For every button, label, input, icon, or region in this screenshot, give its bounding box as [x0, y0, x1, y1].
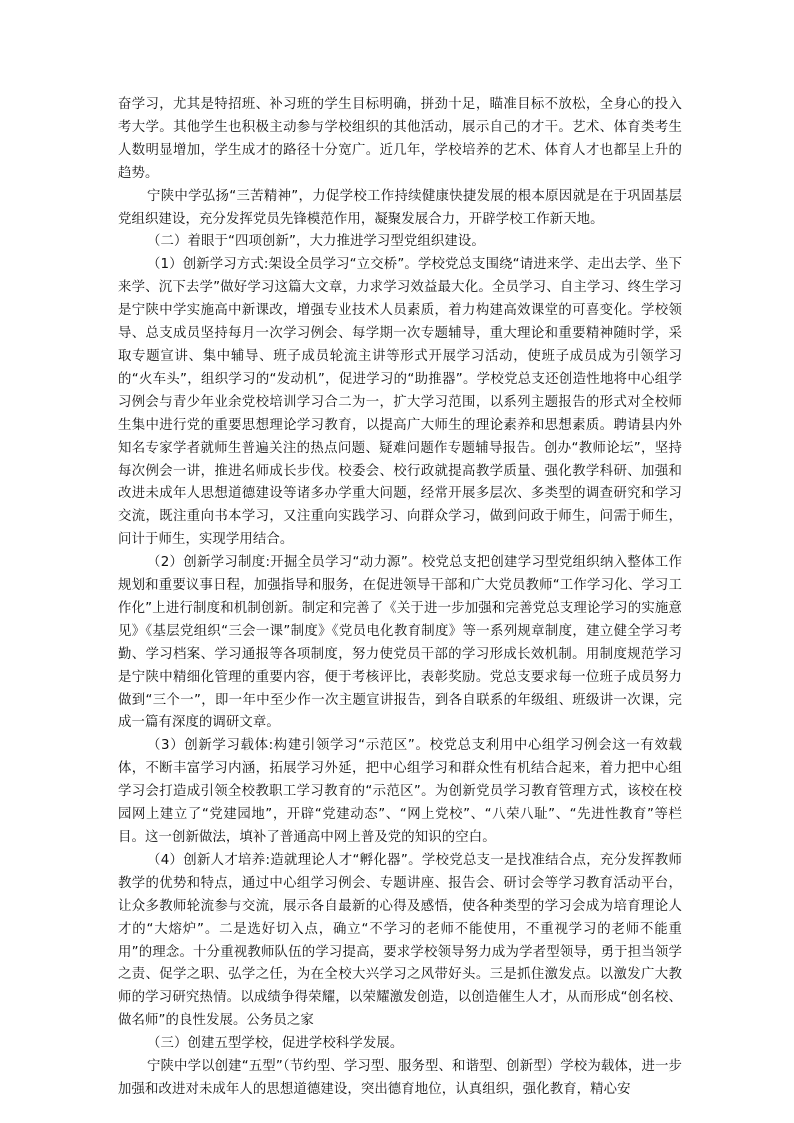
paragraph-innovation-1: （1）创新学习方式:架设全员学习“立交桥”。学校党总支围绕“请进来学、走出去学、坐下来学、沉下去学”做好学习这篇大文章，力求学习效益最大化。全员学习、自主学习、终生学习是宁陕中学实施高中新课改，增强专业技术人员素质，着力构建高效课堂的可喜变化。学校领导、总支成员坚持每月一次学习例会、每学期一次专题辅导，重大理论和重要精神随时学，采取专题宣讲、集中辅导、班子成员轮流主讲等形式开展学习活动，使班子成员成为引领学习的“火车头”，组织学习的“发动机”，促进学习的“助推器”。学校党总支还创造性地将中心组学习例会与青少年业余党校培训学习合二为一，扩大学习范围，以系列主题报告的形式对全校师生集中进行党的重要思想理论学习教育，以提高广大师生的理论素养和思想素质。聘请县内外知名专家学者就师生普遍关注的热点问题、疑难问题作专题辅导报告。创办“教师论坛”，坚持每次例会一讲，推进名师成长步伐。校委会、校行政就提高教学质量、强化教学科研、加强和改进未成年人思想道德建设等诸多办学重大问题，经常开展多层次、多类型的调查研究和学习交流，既注重向书本学习，又注重向实践学习、向群众学习，做到问政于师生，问需于师生，问计于师生，实现学用结合。 — [118, 257, 682, 548]
paragraph-innovation-3: （3）创新学习载体:构建引领学习“示范区”。校党总支利用中心组学习例会这一有效载体，不断丰富学习内涵，拓展学习外延，把中心组学习和群众性有机结合起来，着力把中心组学习会打造成引领全校教职工学习教育的“示范区”。为创新党员学习教育管理方式，该校在校园网上建立了“党建园地”，开辟“党建动态”、“网上党校”、“八荣八耻”、“先进性教育”等栏目。这一创新做法，填补了普通高中网上普及党的知识的空白。 — [118, 738, 682, 845]
section-heading-3: （三）创建五型学校，促进学校科学发展。 — [147, 1036, 404, 1052]
paragraph-innovation-4: （4）创新人才培养:造就理论人才“孵化器”。学校党总支一是找准结合点，充分发挥教师教学的优势和特点，通过中心组学习例会、专题讲座、报告会、研讨会等学习教育活动平台，让众多教师轮流参与交流，展示各自最新的心得及感悟，使各种类型的学习会成为培育理论人才的“大熔炉”。二是选好切入点，确立“不学习的老师不能使用，不重视学习的老师不能重用”的理念。十分重视教师队伍的学习提高，要求学校领导努力成为学者型领导，勇于担当领学之责、促学之职、弘学之任，为在全校大兴学习之风带好头。三是抓住激发点。以激发广大教师的学习研究热情。以成绩争得荣耀，以荣耀激发创造，以创造催生人才，从而形成“创名校、做名师”的良性发展。公务员之家 — [118, 852, 682, 1029]
paragraph-2: 宁陕中学弘扬“三苦精神”，力促学校工作持续健康快捷发展的根本原因就是在于巩固基层党组织建设，充分发挥党员先锋模范作用，凝聚发展合力，开辟学校工作新天地。 — [118, 188, 682, 227]
paragraph-five-types: 宁陕中学以创建“五型”（节约型、学习型、服务型、和谐型、创新型）学校为载体，进一步加强和改进对未成年人的思想道德建设，突出德育地位，认真组织，强化教育，精心安 — [118, 1059, 682, 1097]
paragraph-innovation-2: （2）创新学习制度:开掘全员学习“动力源”。校党总支把创建学习型党组织纳入整体工作规划和重要议事日程，加强指导和服务，在促进领导干部和广大党员教师“工作学习化、学习工作化”上进行制度和机制创新。制定和完善了《关于进一步加强和完善党总支理论学习的实施意见》《基层党组织“三会一课”制度》《党员电化教育制度》等一系列规章制度，建立健全学习考勤、学习档案、学习通报等各项制度，努力使党员干部的学习形成长效机制。用制度规范学习是宁陕中精细化管理的重要内容，便于考核评比，表彰奖励。党总支要求每一位班子成员努力做到“三个一”，即一年中至少作一次主题宣讲报告，到各自联系的年级组、班级讲一次课，完成一篇有深度的调研文章。 — [118, 555, 682, 731]
paragraph-1: 奋学习，尤其是特招班、补习班的学生目标明确，拼劲十足，瞄准目标不放松，全身心的投入考大学。其他学生也积极主动参与学校组织的其他活动，展示自己的才干。艺术、体育类考生人数明显增加，学生成才的路径十分宽广。近几年，学校培养的艺术、体育人才也都呈上升的趋势。 — [118, 97, 682, 181]
section-heading-2: （二）着眼于“四项创新”，大力推进学习型党组织建设。 — [147, 234, 485, 250]
